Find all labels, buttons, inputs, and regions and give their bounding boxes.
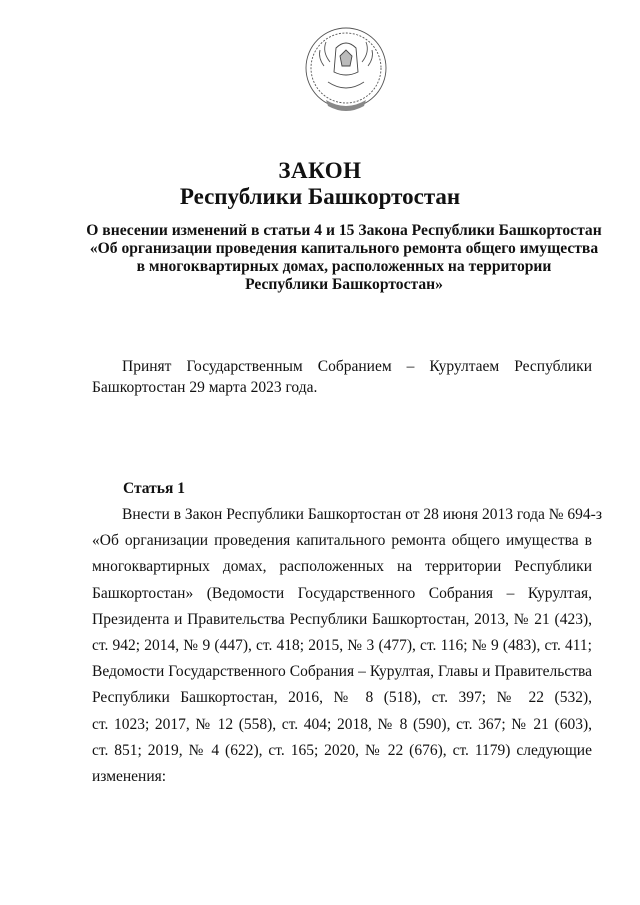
article-line: ст. 942; 2014, № 9 (447), ст. 418; 2015, № 3 (477), ст. 116; № 9 (483), ст. 411; <box>92 637 592 655</box>
article-body <box>92 502 602 790</box>
coat-of-arms-emblem <box>300 22 392 122</box>
article-heading: Статья 1 <box>123 480 185 497</box>
article-line: Внести в Закон Республики Башкортостан от 28 июня 2013 года № 694-з <box>122 506 602 523</box>
article-line: Ведомости Государственного Собрания – Курултая, Главы и Правительства <box>92 663 592 681</box>
adoption-line: Башкортостан 29 марта 2023 года. <box>92 379 318 396</box>
article-line: Республики Башкортостан, 2016, № 8 (518), ст. 397; № 22 (532), <box>92 689 592 707</box>
law-subtitle <box>80 222 608 294</box>
adoption-statement <box>92 356 592 398</box>
article-line: ст. 851; 2019, № 4 (622), ст. 165; 2020, № 22 (676), ст. 1179) следующие <box>92 741 592 759</box>
subtitle-line: Республики Башкортостан» <box>245 276 443 293</box>
subtitle-line: О внесении изменений в статьи 4 и 15 Закона Республики Башкортостан <box>86 222 602 239</box>
article-line: Башкортостан» (Ведомости Государственного Собрания – Курултая, <box>92 584 592 602</box>
document-type-heading: ЗАКОН <box>278 158 362 183</box>
adoption-line: Принят Государственным Собранием – Курултаем Республики <box>122 358 592 375</box>
article-line: изменения: <box>92 768 167 786</box>
article-line: «Об организации проведения капитального ремонта общего имущества в <box>92 532 592 550</box>
article-line: многоквартирных домах, расположенных на территории Республики <box>92 558 592 576</box>
subtitle-line: «Об организации проведения капитального ремонта общего имущества <box>89 240 599 257</box>
article-line: ст. 1023; 2017, № 12 (558), ст. 404; 2018, № 8 (590), ст. 367; № 21 (603), <box>92 715 592 733</box>
issuer-heading: Республики Башкортостан <box>179 184 461 209</box>
subtitle-line: в многоквартирных домах, расположенных на территории <box>136 258 552 275</box>
article-line: Президента и Правительства Республики Башкортостан, 2013, № 21 (423), <box>92 610 592 628</box>
